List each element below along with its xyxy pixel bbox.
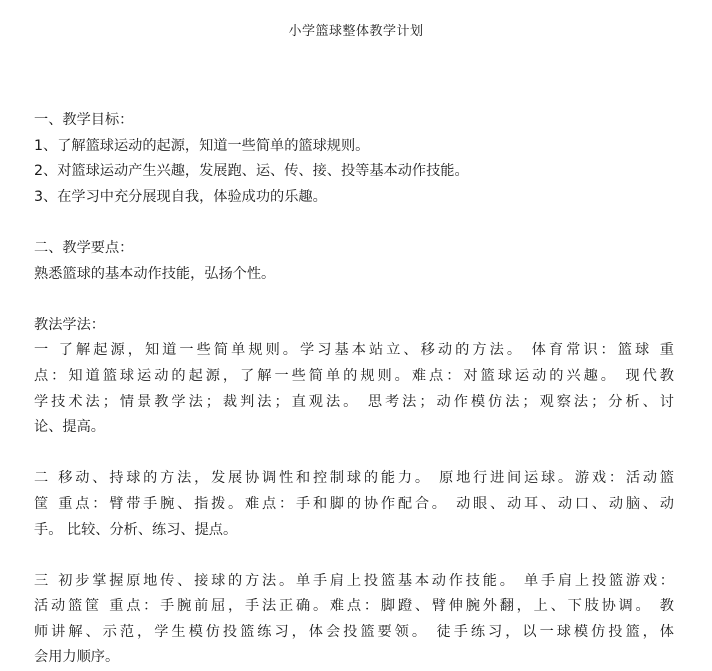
section-passing-shooting xyxy=(34,569,674,671)
goal-item: 3、在学习中充分展现自我，体验成功的乐趣。 xyxy=(34,188,327,205)
section-teaching-goals xyxy=(34,108,674,210)
section-heading: 一、教学目标： xyxy=(34,112,134,128)
goal-item: 1、了解篮球运动的起源，知道一些简单的篮球规则。 xyxy=(34,137,370,154)
document-title: 小学篮球整体教学计划 xyxy=(288,24,424,39)
method-line: 论、提高。 xyxy=(34,419,105,436)
paragraph-gap xyxy=(34,543,674,569)
paragraph-gap xyxy=(34,210,674,236)
method-line: 活动篮筐 重点：手腕前屈，手法正确。难点：脚蹬、臂伸腕外翻，上、下肢协调。 教 xyxy=(34,598,674,615)
method-line: 筐 重点：臂带手腕、指拨。难点：手和脚的协作配合。 动眼、动耳、动口、动脑、动 xyxy=(34,495,674,512)
key-point-text: 熟悉篮球的基本动作技能，弘扬个性。 xyxy=(34,265,276,282)
method-line: 一 了解起源，知道一些简单规则。学习基本站立、移动的方法。 体育常识：篮球 重 xyxy=(34,342,674,359)
section-key-points xyxy=(34,236,674,287)
goal-item: 2、对篮球运动产生兴趣，发展跑、运、传、接、投等基本动作技能。 xyxy=(34,163,469,180)
method-line: 点：知道篮球运动的起源，了解一些简单的规则。难点：对篮球运动的兴趣。 现代教 xyxy=(34,367,674,384)
paragraph-gap xyxy=(34,441,674,467)
document-body xyxy=(34,108,674,671)
method-line: 会用力顺序。 xyxy=(34,649,120,666)
paragraph-gap xyxy=(34,287,674,313)
section-heading: 二、教学要点： xyxy=(34,239,134,256)
method-line: 三 初步掌握原地传、接球的方法。单手肩上投篮基本动作技能。 单手肩上投篮游戏： xyxy=(34,572,674,589)
section-heading: 教法学法： xyxy=(34,316,105,333)
method-line: 学技术法；情景教学法；裁判法；直观法。 思考法；动作模仿法；观察法；分析、讨 xyxy=(34,393,674,410)
method-line: 二 移动、持球的方法，发展协调性和控制球的能力。 原地行进间运球。游戏：活动篮 xyxy=(34,470,674,487)
section-methods xyxy=(34,313,674,441)
method-line: 手。 比较、分析、练习、提点。 xyxy=(34,521,238,538)
method-line: 师讲解、示范，学生模仿投篮练习，体会投篮要领。 徒手练习，以一球模仿投篮，体 xyxy=(34,623,674,640)
section-moving-holding xyxy=(34,466,674,543)
